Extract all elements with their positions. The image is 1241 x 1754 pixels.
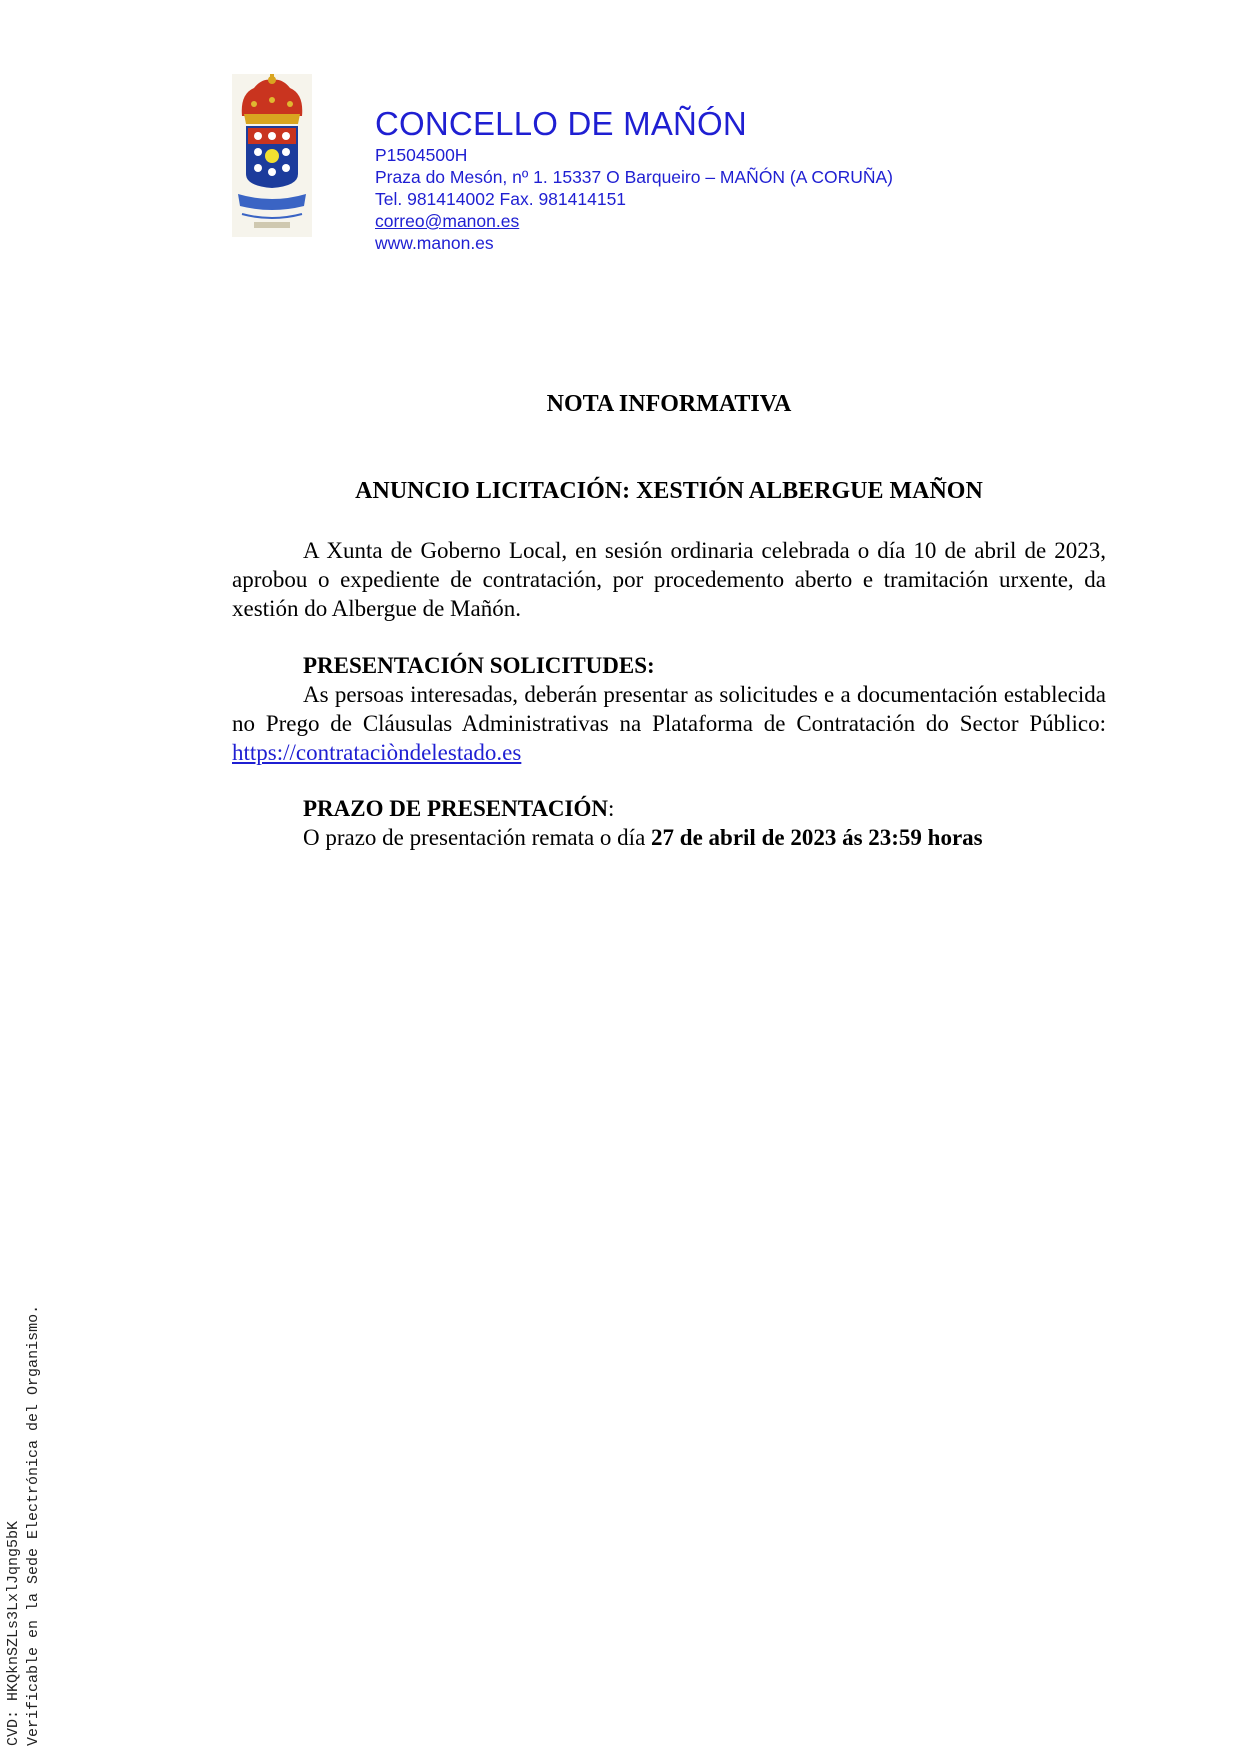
document-title: NOTA INFORMATIVA [546,391,792,417]
presentacion-paragraph [232,680,1106,767]
prazo-section [232,794,1106,852]
prazo-text: O prazo de presentación remata o día [303,825,652,850]
email-link[interactable]: correo@manon.es [375,211,520,231]
letterhead [375,104,893,254]
prazo-title-line [303,794,1106,823]
organization-phone-fax: Tel. 981414002 Fax. 981414151 [375,189,627,209]
organization-name: CONCELLO DE MAÑÓN [375,105,747,142]
cvd-stamp [4,1305,44,1746]
contratacion-link[interactable]: https://contrataciòndelestado.es [232,740,522,765]
prazo-paragraph [232,823,1106,852]
prazo-title-colon: : [608,796,615,821]
cvd-verification: Verificable en la Sede Electrónica del Organismo. [25,1304,42,1746]
coat-of-arms-icon [232,74,312,237]
organization-address: Praza do Mesón, nº 1. 15337 O Barqueiro – MAÑÓN (A CORUÑA) [375,167,893,187]
document-subtitle: ANUNCIO LICITACIÓN: XESTIÓN ALBERGUE MAÑON [355,478,983,504]
organization-code: P1504500H [375,145,468,165]
presentacion-title: PRESENTACIÓN SOLICITUDES: [303,653,655,678]
presentacion-text: As persoas interesadas, deberán presentar as solicitudes e a documentación establecida no Prego de Cláusulas Administrativas na Plataforma de Contratación do Sector Público: [232,682,1106,736]
website-text: www.manon.es [375,233,494,253]
intro-paragraph: A Xunta de Goberno Local, en sesión ordinaria celebrada o día 10 de abril de 2023, aprobou o expediente de contratación, por procedemento aberto e tramitación urxente, da xestión do Albergue de Mañón. [232,538,1106,621]
cvd-code: CVD: HKQknSZLs3LxlJqng5bK [5,1520,22,1746]
prazo-title: PRAZO DE PRESENTACIÓN [303,796,608,821]
prazo-deadline: 27 de abril de 2023 ás 23:59 horas [651,825,983,850]
presentacion-section [232,651,1106,767]
